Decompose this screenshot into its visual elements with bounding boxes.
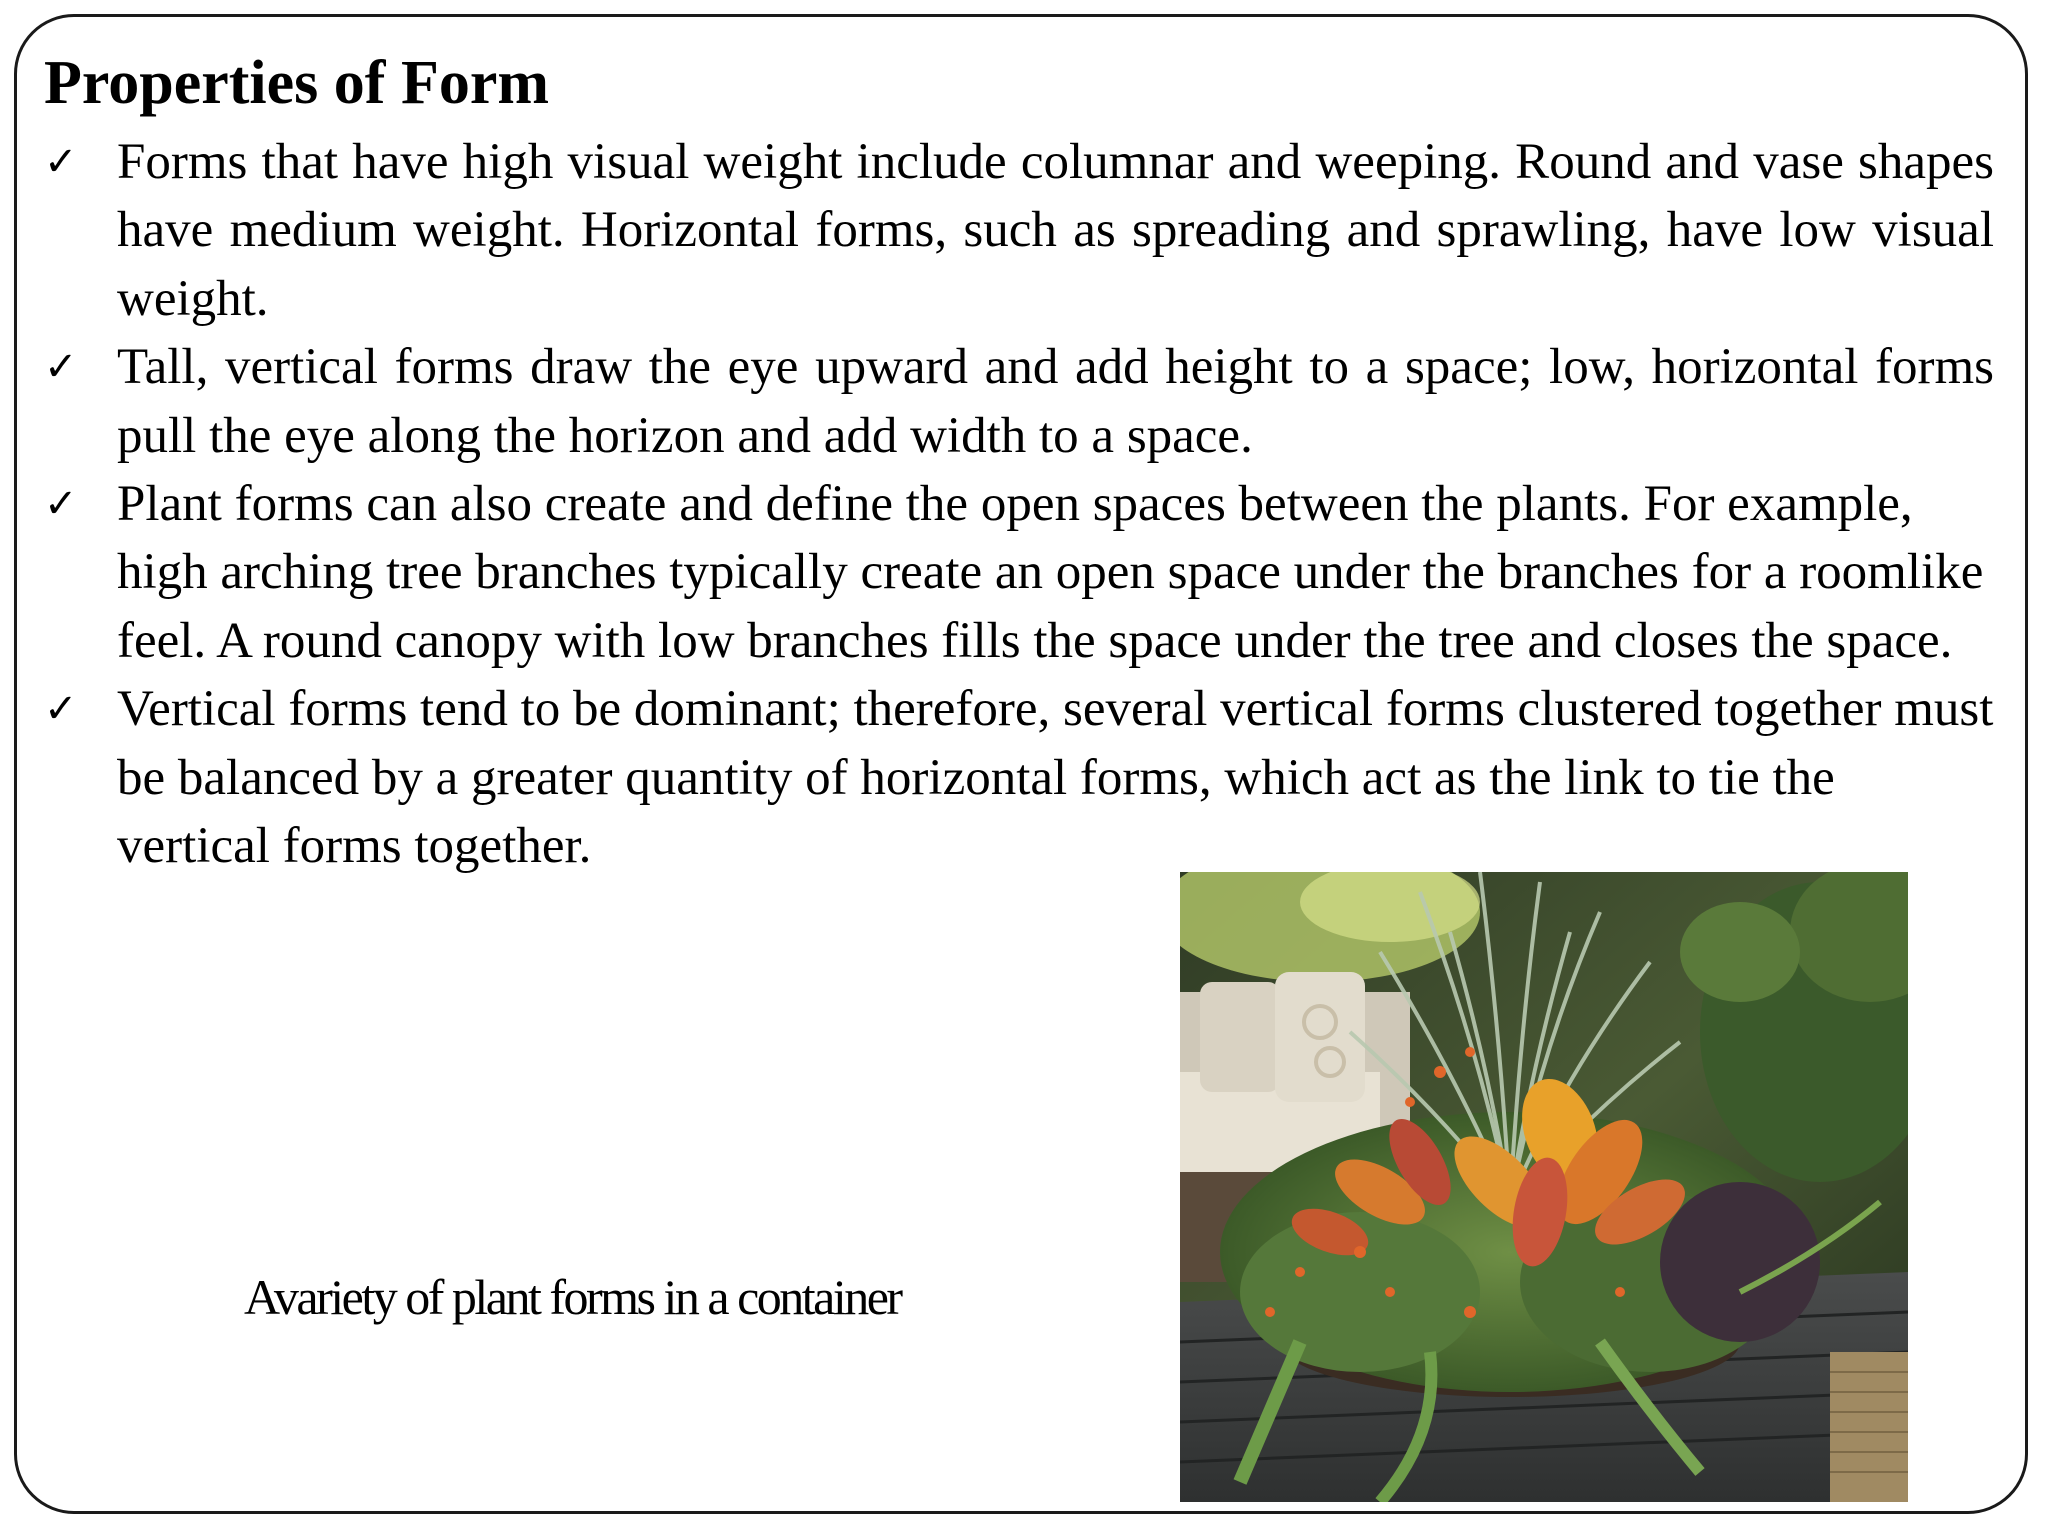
bullet-item (44, 470, 1994, 675)
check-icon: ✓ (44, 481, 78, 528)
check-icon: ✓ (44, 344, 78, 391)
slide-title: Properties of Form (44, 49, 549, 117)
bullet-item (44, 675, 1994, 880)
bullet-text: Forms that have high visual weight include columnar and weeping. Round and vase shapes have medium weight. Horizontal forms, such as spreading and sprawling, have low visual weight. (117, 134, 1994, 327)
bullet-item (44, 333, 1994, 470)
bullet-text: Tall, vertical forms draw the eye upward and add height to a space; low, horizontal forms pull the eye along the horizon and add width to a space. (117, 339, 1994, 464)
bullet-list (44, 128, 1994, 880)
bullet-text: Vertical forms tend to be dominant; therefore, several vertical forms clustered together must be balanced by a greater quantity of horizontal forms, which act as the link to tie the vertical forms together. (117, 681, 1994, 875)
plant-container-photo (1180, 872, 1908, 1502)
check-icon: ✓ (44, 139, 78, 185)
check-icon: ✓ (44, 686, 78, 733)
photo-caption: Avariety of plant forms in a container (244, 1269, 901, 1325)
bullet-text: Plant forms can also create and define the open spaces between the plants. For example, high arching tree branches typically create an open space under the branches for a roomlike feel. A round canopy with low branches fills the space under the tree and closes the space. (117, 476, 1984, 669)
bullet-item (44, 128, 1994, 333)
